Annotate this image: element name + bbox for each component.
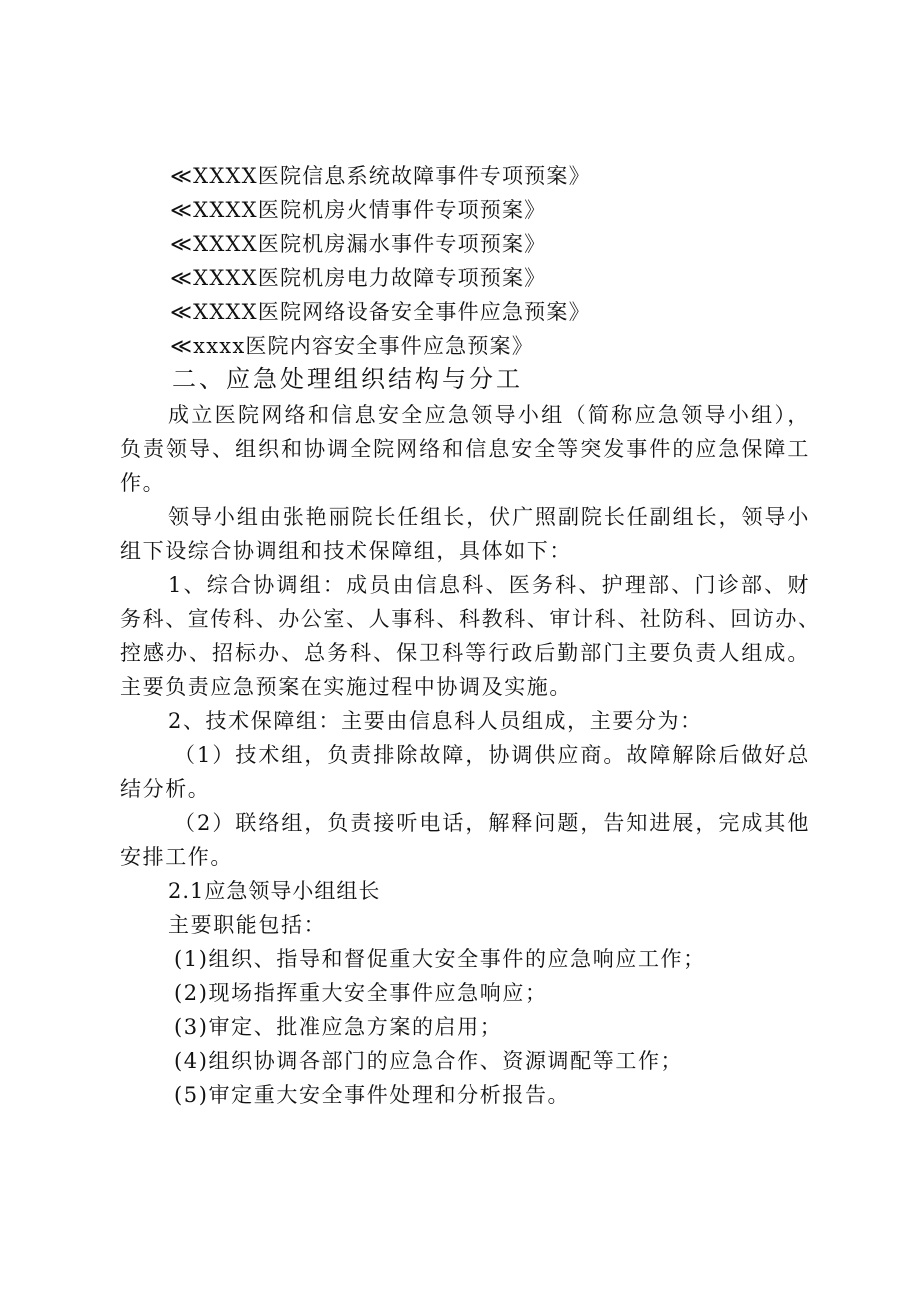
duty-item: (5)审定重大安全事件处理和分析报告。 [174, 1083, 571, 1107]
paragraph-line: 结分析。 [120, 777, 211, 801]
paragraph-line: 1、综合协调组：成员由信息科、医务科、护理部、门诊部、财 [168, 573, 810, 597]
plan-item: ≪XXXX医院机房火情事件专项预案》 [170, 198, 547, 222]
duty-item: (2)现场指挥重大安全事件应急响应； [174, 981, 548, 1005]
duty-item: (1)组织、指导和督促重大安全事件的应急响应工作； [174, 947, 706, 971]
paragraph-line: 务科、宣传科、办公室、人事科、科教科、审计科、社防科、回访办、 [120, 607, 821, 631]
plan-item: ≪XXXX医院机房电力故障专项预案》 [170, 266, 547, 290]
subsection-intro: 主要职能包括： [168, 913, 327, 937]
subsection-title: 2.1应急领导小组组长 [168, 879, 381, 903]
plan-item: ≪XXXX医院机房漏水事件专项预案》 [170, 232, 547, 256]
paragraph-line: 负责领导、组织和协调全院网络和信息安全等突发事件的应急保障工 [120, 437, 810, 461]
paragraph-line: 作。 [120, 471, 166, 495]
duty-item: (3)审定、批准应急方案的启用； [174, 1015, 503, 1039]
plan-item: ≪XXXX医院信息系统故障事件专项预案》 [170, 164, 591, 188]
paragraph-line: 2、技术保障组：主要由信息科人员组成，主要分为： [168, 709, 703, 733]
paragraph-line: （1）技术组，负责排除故障，协调供应商。故障解除后做好总 [174, 743, 810, 767]
paragraph-line: 安排工作。 [120, 845, 233, 869]
paragraph-line: 组下设综合协调组和技术保障组，具体如下： [120, 539, 572, 563]
paragraph-line: 领导小组由张艳丽院长任组长，伏广照副院长任副组长，领导小 [168, 505, 810, 529]
paragraph-line: 控感办、招标办、总务科、保卫科等行政后勤部门主要负责人组成。 [120, 641, 810, 665]
paragraph-line: 成立医院网络和信息安全应急领导小组（简称应急领导小组）， [168, 403, 810, 427]
paragraph-line: 主要负责应急预案在实施过程中协调及实施。 [120, 675, 572, 699]
plan-item: ≪xxxx医院内容安全事件应急预案》 [170, 334, 534, 358]
paragraph-line: （2）联络组，负责接听电话，解释问题，告知进展，完成其他 [174, 811, 810, 835]
duty-item: (4)组织协调各部门的应急合作、资源调配等工作； [174, 1049, 684, 1073]
plan-item: ≪XXXX医院网络设备安全事件应急预案》 [170, 300, 591, 324]
section-heading: 二、应急处理组织结构与分工 [172, 365, 523, 393]
